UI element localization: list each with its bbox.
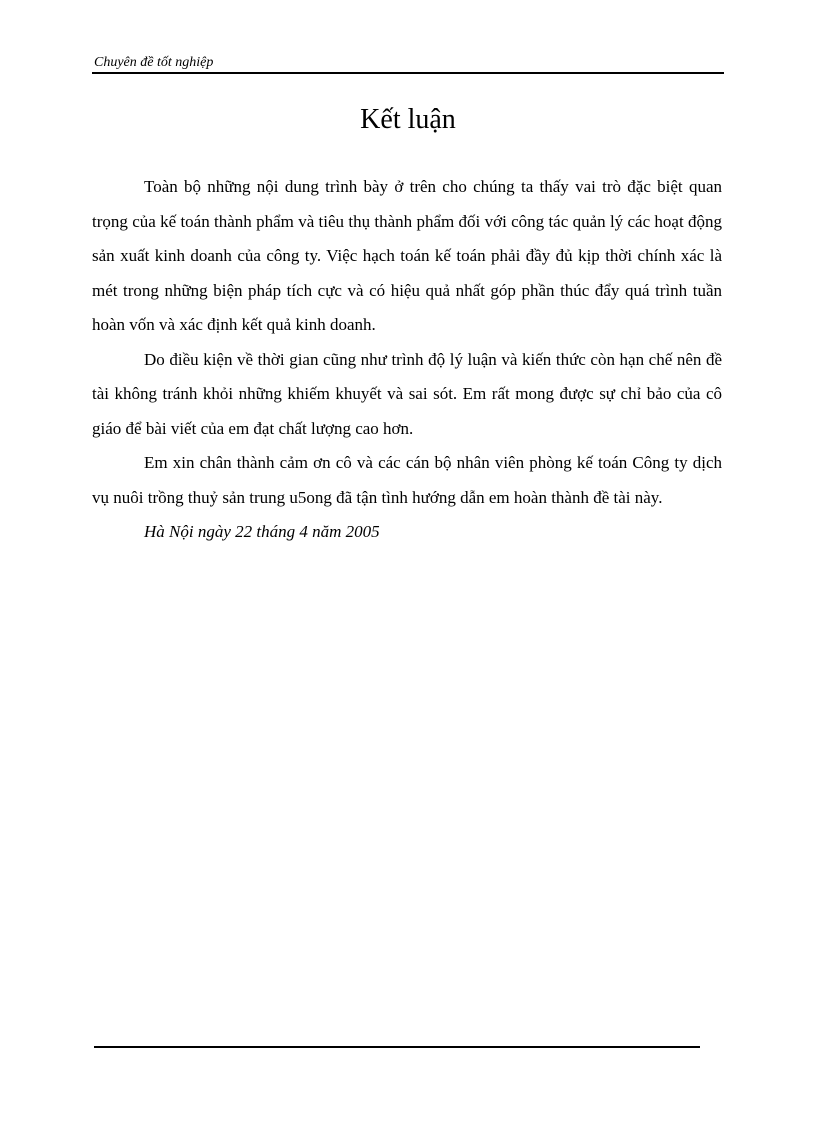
- header-rule: [92, 72, 724, 74]
- page-title: Kết luận: [360, 104, 456, 135]
- body-text: [92, 170, 722, 550]
- paragraph-1: Toàn bộ những nội dung trình bày ở trên cho chúng ta thấy vai trò đặc biệt quan trọng của kế toán thành phẩm và tiêu thụ thành phẩm đối với công tác quản lý các hoạt động sản xuất kinh doanh của công ty. Việc hạch toán kế toán phải đầy đủ kịp thời chính xác là mét trong những biện pháp tích cực và có hiệu quả nhất góp phần thúc đẩy quá trình tuần hoàn vốn và xác định kết quả kinh doanh.: [92, 177, 722, 334]
- footer-rule: [94, 1046, 700, 1048]
- running-header: Chuyên đề tốt nghiệp: [94, 55, 214, 70]
- paragraph-3: Em xin chân thành cảm ơn cô và các cán bộ nhân viên phòng kế toán Công ty dịch vụ nuôi trồng thuỷ sản trung u5ong đã tận tình hướng dẫn em hoàn thành đề tài này.: [92, 453, 722, 507]
- date-signoff: Hà Nội ngày 22 tháng 4 năm 2005: [144, 522, 380, 541]
- paragraph-2: Do điều kiện về thời gian cũng như trình độ lý luận và kiến thức còn hạn chế nên đề tài không tránh khỏi những khiếm khuyết và sai sót. Em rất mong được sự chỉ bảo của cô giáo để bài viết của em đạt chất lượng cao hơn.: [92, 349, 722, 438]
